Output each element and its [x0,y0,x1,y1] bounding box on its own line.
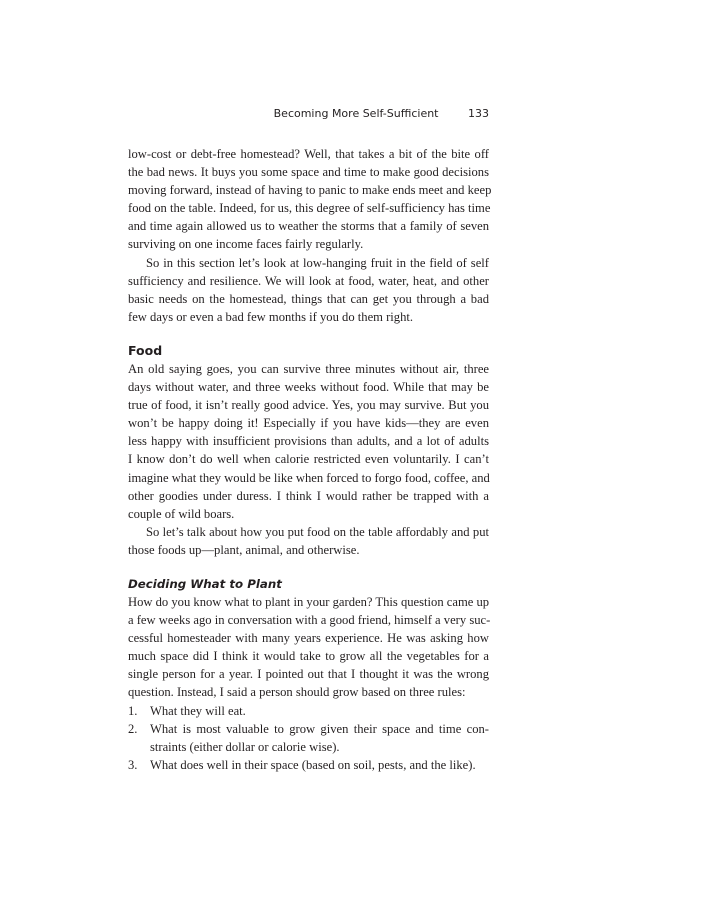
text-line: imagine what they would be like when forced to forgo food, coffee, and [128,470,490,485]
list-text: What is most valuable to grow given their space and time con- [150,721,489,736]
text-line: single person for a year. I pointed out that I thought it was the wrong [128,667,489,682]
list-number: 1. [128,703,138,718]
rules-list [128,702,489,774]
list-item [128,702,489,720]
food-paragraph-2 [128,523,489,559]
plant-paragraph [128,593,489,702]
text-line: low-cost or debt-free homestead? Well, that takes a bit of the bite off [128,147,489,161]
page-number: 133 [468,107,489,120]
subsection-heading-deciding-what-to-plant: Deciding What to Plant [128,576,282,591]
text-line: I know don’t do well when calorie restricted even voluntarily. I can’t [128,452,489,467]
running-head [274,107,489,120]
text-line: surviving on one income faces fairly regularly. [128,237,364,252]
text-line: few days or even a bad few months if you do them right. [128,309,414,324]
list-item [128,720,489,756]
text-line: How do you know what to plant in your garden? This question came up [128,594,490,609]
text-line: So let’s talk about how you put food on the table affordably and put [146,524,489,539]
text-line: question. Instead, I said a person should grow based on three rules: [128,685,466,700]
page-body [128,145,492,774]
food-paragraph-1 [128,360,489,523]
text-line: moving forward, instead of having to panic to make ends meet and keep [128,183,492,198]
text-line: and time again allowed us to weather the storms that a family of seven [128,219,489,234]
text-line: cessful homesteader with many years experience. He was asking how [128,631,489,646]
text-line: An old saying goes, you can survive three minutes without air, three [128,361,489,376]
list-text: What they will eat. [150,703,246,718]
text-line: the bad news. It buys you some space and time to make good decisions [128,165,489,180]
list-item [128,756,489,774]
text-line: a few weeks ago in conversation with a good friend, himself a very suc- [128,613,491,628]
text-line: basic needs on the homestead, things that can get you through a bad [128,291,489,306]
intro-paragraph-1 [128,145,492,254]
text-line: less happy with insufficient provisions than adults, and a lot of adults [128,434,489,449]
text-line: So in this section let’s look at low-hanging fruit in the field of self [146,255,489,270]
text-line: won’t be happy doing it! Especially if you have kids—they are even [128,416,489,431]
intro-paragraph-2 [128,254,489,326]
list-number: 3. [128,757,138,772]
list-number: 2. [128,721,138,736]
text-line: food on the table. Indeed, for us, this degree of self-sufficiency has time [128,201,491,216]
text-line: days without water, and three weeks without food. While that may be [128,380,489,395]
running-head-title: Becoming More Self-Sufficient [273,107,439,120]
list-text: straints (either dollar or calorie wise). [150,739,340,754]
list-text: What does well in their space (based on soil, pests, and the like). [150,757,476,772]
section-heading-food: Food [128,342,163,358]
text-line: those foods up—plant, animal, and otherwise. [128,542,360,557]
text-line: sufficiency and resilience. We will look at food, water, heat, and other [128,273,489,288]
text-line: couple of wild boars. [128,506,235,521]
text-line: much space did I think it would take to grow all the vegetables for a [128,649,489,664]
text-line: other goodies under duress. I think I would rather be trapped with a [128,488,489,503]
text-line: true of food, it isn’t really good advice. Yes, you may survive. But you [128,398,489,413]
